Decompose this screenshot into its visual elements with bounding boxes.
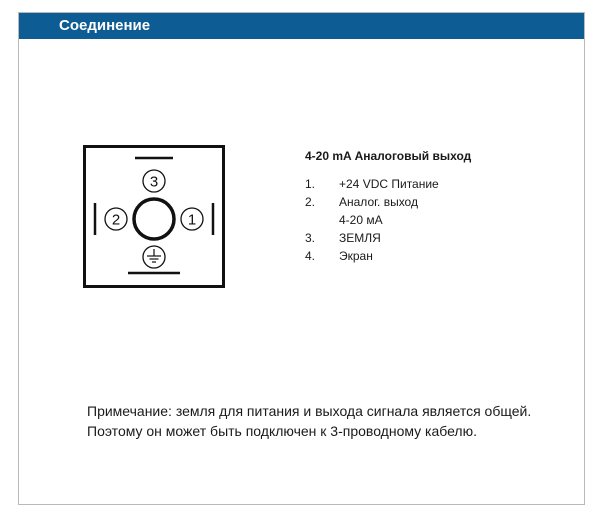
list-item — [305, 247, 565, 265]
pin-info — [305, 149, 565, 265]
pin-1-label: 1 — [187, 211, 197, 229]
pin-label — [339, 193, 565, 229]
pin-2-label: 2 — [111, 211, 121, 229]
pin-number: 4. — [305, 249, 316, 263]
pin-number: 2. — [305, 195, 316, 209]
list-item — [305, 193, 565, 229]
section-header: Соединение — [19, 13, 584, 39]
pin-list — [305, 175, 565, 265]
output-title: 4-20 mA Аналоговый выход — [305, 149, 472, 163]
pin-label: +24 VDC Питание — [339, 177, 439, 191]
note-text: Примечание: земля для питания и выхода сигнала является общей. Поэтому он может быть подключен к 3-проводному кабелю. — [87, 403, 532, 439]
pin-label: ЗЕМЛЯ — [339, 231, 381, 245]
ground-icon — [143, 246, 165, 268]
list-item — [305, 175, 565, 193]
connector-diagram — [83, 145, 225, 288]
pin-number: 3. — [305, 231, 316, 245]
connector-svg — [83, 145, 225, 288]
pin-number: 1. — [305, 177, 316, 191]
list-item — [305, 229, 565, 247]
connection-panel — [18, 12, 585, 505]
pin-label: Экран — [339, 249, 373, 263]
pin-3-label: 3 — [149, 173, 159, 191]
pin-label-line2: 4-20 мА — [339, 213, 383, 227]
center-pin — [134, 199, 174, 239]
pin-label-line1: Аналог. выход — [339, 195, 418, 209]
